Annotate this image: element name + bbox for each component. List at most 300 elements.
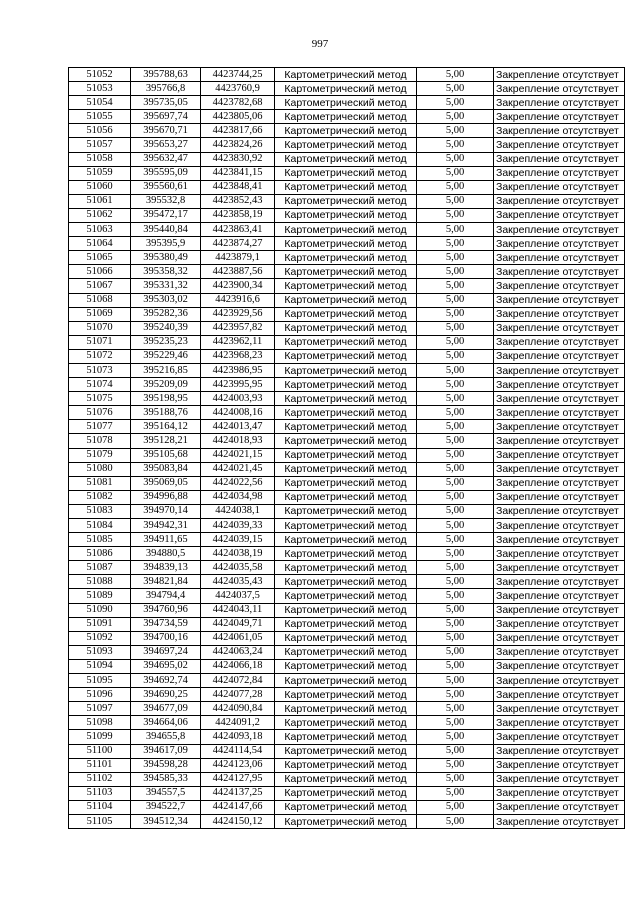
y-coordinate-cell: 4423830,92 xyxy=(201,152,275,166)
error-cell: 5,00 xyxy=(417,82,494,96)
y-coordinate-cell: 4424034,98 xyxy=(201,490,275,504)
fixation-cell: Закрепление отсутствует xyxy=(494,251,625,265)
y-coordinate-cell: 4423929,56 xyxy=(201,307,275,321)
method-cell: Картометрический метод xyxy=(275,490,417,504)
error-cell: 5,00 xyxy=(417,589,494,603)
error-cell: 5,00 xyxy=(417,772,494,786)
y-coordinate-cell: 4424022,56 xyxy=(201,476,275,490)
y-coordinate-cell: 4424038,19 xyxy=(201,547,275,561)
y-coordinate-cell: 4423817,66 xyxy=(201,124,275,138)
fixation-cell: Закрепление отсутствует xyxy=(494,547,625,561)
x-coordinate-cell: 394557,5 xyxy=(131,786,201,800)
error-cell: 5,00 xyxy=(417,814,494,828)
fixation-cell: Закрепление отсутствует xyxy=(494,194,625,208)
point-number-cell: 51079 xyxy=(69,448,131,462)
x-coordinate-cell: 395735,05 xyxy=(131,96,201,110)
table-row xyxy=(69,659,625,673)
point-number-cell: 51059 xyxy=(69,166,131,180)
x-coordinate-cell: 394839,13 xyxy=(131,561,201,575)
fixation-cell: Закрепление отсутствует xyxy=(494,96,625,110)
x-coordinate-cell: 394911,65 xyxy=(131,533,201,547)
method-cell: Картометрический метод xyxy=(275,519,417,533)
x-coordinate-cell: 394655,8 xyxy=(131,730,201,744)
x-coordinate-cell: 395229,46 xyxy=(131,349,201,363)
fixation-cell: Закрепление отсутствует xyxy=(494,688,625,702)
y-coordinate-cell: 4424049,71 xyxy=(201,617,275,631)
table-row xyxy=(69,561,625,575)
x-coordinate-cell: 395282,36 xyxy=(131,307,201,321)
method-cell: Картометрический метод xyxy=(275,406,417,420)
fixation-cell: Закрепление отсутствует xyxy=(494,448,625,462)
x-coordinate-cell: 395532,8 xyxy=(131,194,201,208)
table-row xyxy=(69,730,625,744)
method-cell: Картометрический метод xyxy=(275,82,417,96)
method-cell: Картометрический метод xyxy=(275,124,417,138)
table-row xyxy=(69,504,625,518)
point-number-cell: 51055 xyxy=(69,110,131,124)
y-coordinate-cell: 4424150,12 xyxy=(201,814,275,828)
error-cell: 5,00 xyxy=(417,448,494,462)
error-cell: 5,00 xyxy=(417,561,494,575)
point-number-cell: 51104 xyxy=(69,800,131,814)
point-number-cell: 51092 xyxy=(69,631,131,645)
table-row xyxy=(69,194,625,208)
table-row xyxy=(69,490,625,504)
x-coordinate-cell: 394617,09 xyxy=(131,744,201,758)
fixation-cell: Закрепление отсутствует xyxy=(494,631,625,645)
error-cell: 5,00 xyxy=(417,293,494,307)
method-cell: Картометрический метод xyxy=(275,307,417,321)
fixation-cell: Закрепление отсутствует xyxy=(494,476,625,490)
x-coordinate-cell: 394695,02 xyxy=(131,659,201,673)
y-coordinate-cell: 4423995,95 xyxy=(201,378,275,392)
method-cell: Картометрический метод xyxy=(275,321,417,335)
fixation-cell: Закрепление отсутствует xyxy=(494,800,625,814)
error-cell: 5,00 xyxy=(417,575,494,589)
point-number-cell: 51070 xyxy=(69,321,131,335)
x-coordinate-cell: 394697,24 xyxy=(131,645,201,659)
table-row xyxy=(69,96,625,110)
fixation-cell: Закрепление отсутствует xyxy=(494,561,625,575)
fixation-cell: Закрепление отсутствует xyxy=(494,124,625,138)
point-number-cell: 51094 xyxy=(69,659,131,673)
table-row xyxy=(69,645,625,659)
y-coordinate-cell: 4423986,95 xyxy=(201,363,275,377)
fixation-cell: Закрепление отсутствует xyxy=(494,575,625,589)
point-number-cell: 51090 xyxy=(69,603,131,617)
y-coordinate-cell: 4424013,47 xyxy=(201,420,275,434)
error-cell: 5,00 xyxy=(417,363,494,377)
error-cell: 5,00 xyxy=(417,434,494,448)
y-coordinate-cell: 4423805,06 xyxy=(201,110,275,124)
error-cell: 5,00 xyxy=(417,716,494,730)
y-coordinate-cell: 4423874,27 xyxy=(201,237,275,251)
table-row xyxy=(69,716,625,730)
point-number-cell: 51054 xyxy=(69,96,131,110)
method-cell: Картометрический метод xyxy=(275,462,417,476)
y-coordinate-cell: 4423962,11 xyxy=(201,335,275,349)
error-cell: 5,00 xyxy=(417,96,494,110)
fixation-cell: Закрепление отсутствует xyxy=(494,772,625,786)
fixation-cell: Закрепление отсутствует xyxy=(494,702,625,716)
error-cell: 5,00 xyxy=(417,265,494,279)
fixation-cell: Закрепление отсутствует xyxy=(494,68,625,82)
error-cell: 5,00 xyxy=(417,420,494,434)
y-coordinate-cell: 4424021,45 xyxy=(201,462,275,476)
y-coordinate-cell: 4424072,84 xyxy=(201,674,275,688)
point-number-cell: 51103 xyxy=(69,786,131,800)
method-cell: Картометрический метод xyxy=(275,702,417,716)
method-cell: Картометрический метод xyxy=(275,420,417,434)
error-cell: 5,00 xyxy=(417,307,494,321)
table-row xyxy=(69,152,625,166)
y-coordinate-cell: 4424003,93 xyxy=(201,392,275,406)
point-number-cell: 51069 xyxy=(69,307,131,321)
error-cell: 5,00 xyxy=(417,476,494,490)
table-row xyxy=(69,476,625,490)
fixation-cell: Закрепление отсутствует xyxy=(494,406,625,420)
method-cell: Картометрический метод xyxy=(275,533,417,547)
point-number-cell: 51081 xyxy=(69,476,131,490)
table-row xyxy=(69,758,625,772)
x-coordinate-cell: 394760,96 xyxy=(131,603,201,617)
point-number-cell: 51086 xyxy=(69,547,131,561)
table-row xyxy=(69,688,625,702)
y-coordinate-cell: 4424035,43 xyxy=(201,575,275,589)
table-row xyxy=(69,547,625,561)
x-coordinate-cell: 395395,9 xyxy=(131,237,201,251)
table-row xyxy=(69,617,625,631)
x-coordinate-cell: 394598,28 xyxy=(131,758,201,772)
x-coordinate-cell: 394522,7 xyxy=(131,800,201,814)
fixation-cell: Закрепление отсутствует xyxy=(494,307,625,321)
table-row xyxy=(69,744,625,758)
y-coordinate-cell: 4423744,25 xyxy=(201,68,275,82)
point-number-cell: 51082 xyxy=(69,490,131,504)
method-cell: Картометрический метод xyxy=(275,363,417,377)
fixation-cell: Закрепление отсутствует xyxy=(494,208,625,222)
table-row xyxy=(69,814,625,828)
x-coordinate-cell: 395595,09 xyxy=(131,166,201,180)
table-row xyxy=(69,223,625,237)
fixation-cell: Закрепление отсутствует xyxy=(494,349,625,363)
error-cell: 5,00 xyxy=(417,251,494,265)
point-number-cell: 51100 xyxy=(69,744,131,758)
x-coordinate-cell: 395083,84 xyxy=(131,462,201,476)
method-cell: Картометрический метод xyxy=(275,349,417,363)
table-row xyxy=(69,279,625,293)
x-coordinate-cell: 395303,02 xyxy=(131,293,201,307)
fixation-cell: Закрепление отсутствует xyxy=(494,392,625,406)
table-row xyxy=(69,378,625,392)
x-coordinate-cell: 395188,76 xyxy=(131,406,201,420)
x-coordinate-cell: 394692,74 xyxy=(131,674,201,688)
error-cell: 5,00 xyxy=(417,659,494,673)
error-cell: 5,00 xyxy=(417,674,494,688)
x-coordinate-cell: 395670,71 xyxy=(131,124,201,138)
y-coordinate-cell: 4424077,28 xyxy=(201,688,275,702)
x-coordinate-cell: 395358,32 xyxy=(131,265,201,279)
y-coordinate-cell: 4423863,41 xyxy=(201,223,275,237)
fixation-cell: Закрепление отсутствует xyxy=(494,603,625,617)
point-number-cell: 51062 xyxy=(69,208,131,222)
point-number-cell: 51089 xyxy=(69,589,131,603)
method-cell: Картометрический метод xyxy=(275,476,417,490)
y-coordinate-cell: 4423900,34 xyxy=(201,279,275,293)
y-coordinate-cell: 4424123,06 xyxy=(201,758,275,772)
table-row xyxy=(69,110,625,124)
table-row xyxy=(69,138,625,152)
fixation-cell: Закрепление отсутствует xyxy=(494,293,625,307)
method-cell: Картометрический метод xyxy=(275,265,417,279)
point-number-cell: 51102 xyxy=(69,772,131,786)
method-cell: Картометрический метод xyxy=(275,208,417,222)
table-row xyxy=(69,575,625,589)
method-cell: Картометрический метод xyxy=(275,716,417,730)
method-cell: Картометрический метод xyxy=(275,237,417,251)
fixation-cell: Закрепление отсутствует xyxy=(494,674,625,688)
y-coordinate-cell: 4424035,58 xyxy=(201,561,275,575)
fixation-cell: Закрепление отсутствует xyxy=(494,279,625,293)
method-cell: Картометрический метод xyxy=(275,674,417,688)
method-cell: Картометрический метод xyxy=(275,138,417,152)
point-number-cell: 51077 xyxy=(69,420,131,434)
fixation-cell: Закрепление отсутствует xyxy=(494,420,625,434)
fixation-cell: Закрепление отсутствует xyxy=(494,814,625,828)
fixation-cell: Закрепление отсутствует xyxy=(494,265,625,279)
method-cell: Картометрический метод xyxy=(275,194,417,208)
table-row xyxy=(69,363,625,377)
error-cell: 5,00 xyxy=(417,800,494,814)
page-number: 997 xyxy=(311,38,329,50)
error-cell: 5,00 xyxy=(417,603,494,617)
error-cell: 5,00 xyxy=(417,617,494,631)
table-row xyxy=(69,448,625,462)
x-coordinate-cell: 395632,47 xyxy=(131,152,201,166)
table-row xyxy=(69,434,625,448)
error-cell: 5,00 xyxy=(417,688,494,702)
method-cell: Картометрический метод xyxy=(275,504,417,518)
method-cell: Картометрический метод xyxy=(275,730,417,744)
method-cell: Картометрический метод xyxy=(275,152,417,166)
method-cell: Картометрический метод xyxy=(275,166,417,180)
table-row xyxy=(69,180,625,194)
y-coordinate-cell: 4424039,33 xyxy=(201,519,275,533)
y-coordinate-cell: 4423824,26 xyxy=(201,138,275,152)
fixation-cell: Закрепление отсутствует xyxy=(494,363,625,377)
error-cell: 5,00 xyxy=(417,406,494,420)
fixation-cell: Закрепление отсутствует xyxy=(494,730,625,744)
fixation-cell: Закрепление отсутствует xyxy=(494,519,625,533)
method-cell: Картометрический метод xyxy=(275,293,417,307)
fixation-cell: Закрепление отсутствует xyxy=(494,138,625,152)
y-coordinate-cell: 4424039,15 xyxy=(201,533,275,547)
method-cell: Картометрический метод xyxy=(275,335,417,349)
x-coordinate-cell: 394690,25 xyxy=(131,688,201,702)
y-coordinate-cell: 4424147,66 xyxy=(201,800,275,814)
error-cell: 5,00 xyxy=(417,279,494,293)
table-row xyxy=(69,786,625,800)
method-cell: Картометрический метод xyxy=(275,575,417,589)
table-row xyxy=(69,462,625,476)
table-row xyxy=(69,82,625,96)
fixation-cell: Закрепление отсутствует xyxy=(494,533,625,547)
x-coordinate-cell: 395069,05 xyxy=(131,476,201,490)
point-number-cell: 51096 xyxy=(69,688,131,702)
x-coordinate-cell: 395198,95 xyxy=(131,392,201,406)
y-coordinate-cell: 4424018,93 xyxy=(201,434,275,448)
error-cell: 5,00 xyxy=(417,152,494,166)
point-number-cell: 51084 xyxy=(69,519,131,533)
method-cell: Картометрический метод xyxy=(275,561,417,575)
point-number-cell: 51065 xyxy=(69,251,131,265)
table-row xyxy=(69,702,625,716)
method-cell: Картометрический метод xyxy=(275,110,417,124)
error-cell: 5,00 xyxy=(417,223,494,237)
error-cell: 5,00 xyxy=(417,180,494,194)
fixation-cell: Закрепление отсутствует xyxy=(494,589,625,603)
x-coordinate-cell: 395697,74 xyxy=(131,110,201,124)
y-coordinate-cell: 4424021,15 xyxy=(201,448,275,462)
method-cell: Картометрический метод xyxy=(275,645,417,659)
error-cell: 5,00 xyxy=(417,166,494,180)
y-coordinate-cell: 4424063,24 xyxy=(201,645,275,659)
point-number-cell: 51072 xyxy=(69,349,131,363)
method-cell: Картометрический метод xyxy=(275,392,417,406)
fixation-cell: Закрепление отсутствует xyxy=(494,152,625,166)
table-row xyxy=(69,166,625,180)
method-cell: Картометрический метод xyxy=(275,800,417,814)
method-cell: Картометрический метод xyxy=(275,617,417,631)
point-number-cell: 51088 xyxy=(69,575,131,589)
table-row xyxy=(69,420,625,434)
method-cell: Картометрический метод xyxy=(275,223,417,237)
table-row xyxy=(69,406,625,420)
error-cell: 5,00 xyxy=(417,194,494,208)
y-coordinate-cell: 4424061,05 xyxy=(201,631,275,645)
y-coordinate-cell: 4423879,1 xyxy=(201,251,275,265)
point-number-cell: 51099 xyxy=(69,730,131,744)
point-number-cell: 51073 xyxy=(69,363,131,377)
x-coordinate-cell: 394677,09 xyxy=(131,702,201,716)
y-coordinate-cell: 4423858,19 xyxy=(201,208,275,222)
method-cell: Картометрический метод xyxy=(275,603,417,617)
method-cell: Картометрический метод xyxy=(275,251,417,265)
method-cell: Картометрический метод xyxy=(275,744,417,758)
x-coordinate-cell: 395235,23 xyxy=(131,335,201,349)
error-cell: 5,00 xyxy=(417,462,494,476)
table-row xyxy=(69,237,625,251)
method-cell: Картометрический метод xyxy=(275,758,417,772)
fixation-cell: Закрепление отсутствует xyxy=(494,744,625,758)
x-coordinate-cell: 395380,49 xyxy=(131,251,201,265)
table-row xyxy=(69,392,625,406)
point-number-cell: 51061 xyxy=(69,194,131,208)
y-coordinate-cell: 4423957,82 xyxy=(201,321,275,335)
method-cell: Картометрический метод xyxy=(275,772,417,786)
fixation-cell: Закрепление отсутствует xyxy=(494,110,625,124)
x-coordinate-cell: 394970,14 xyxy=(131,504,201,518)
table-row xyxy=(69,533,625,547)
method-cell: Картометрический метод xyxy=(275,659,417,673)
method-cell: Картометрический метод xyxy=(275,547,417,561)
x-coordinate-cell: 394512,34 xyxy=(131,814,201,828)
error-cell: 5,00 xyxy=(417,349,494,363)
method-cell: Картометрический метод xyxy=(275,448,417,462)
method-cell: Картометрический метод xyxy=(275,279,417,293)
fixation-cell: Закрепление отсутствует xyxy=(494,645,625,659)
x-coordinate-cell: 395440,84 xyxy=(131,223,201,237)
point-number-cell: 51057 xyxy=(69,138,131,152)
point-number-cell: 51060 xyxy=(69,180,131,194)
table-row xyxy=(69,349,625,363)
point-number-cell: 51091 xyxy=(69,617,131,631)
y-coordinate-cell: 4424127,95 xyxy=(201,772,275,786)
x-coordinate-cell: 394734,59 xyxy=(131,617,201,631)
x-coordinate-cell: 394821,84 xyxy=(131,575,201,589)
x-coordinate-cell: 394585,33 xyxy=(131,772,201,786)
fixation-cell: Закрепление отсутствует xyxy=(494,758,625,772)
error-cell: 5,00 xyxy=(417,490,494,504)
table-row xyxy=(69,265,625,279)
fixation-cell: Закрепление отсутствует xyxy=(494,659,625,673)
point-number-cell: 51080 xyxy=(69,462,131,476)
method-cell: Картометрический метод xyxy=(275,378,417,392)
x-coordinate-cell: 395105,68 xyxy=(131,448,201,462)
error-cell: 5,00 xyxy=(417,786,494,800)
y-coordinate-cell: 4423782,68 xyxy=(201,96,275,110)
error-cell: 5,00 xyxy=(417,645,494,659)
error-cell: 5,00 xyxy=(417,730,494,744)
fixation-cell: Закрепление отсутствует xyxy=(494,223,625,237)
method-cell: Картометрический метод xyxy=(275,180,417,194)
table-row xyxy=(69,631,625,645)
point-number-cell: 51063 xyxy=(69,223,131,237)
table-row xyxy=(69,307,625,321)
point-number-cell: 51071 xyxy=(69,335,131,349)
method-cell: Картометрический метод xyxy=(275,786,417,800)
error-cell: 5,00 xyxy=(417,533,494,547)
method-cell: Картометрический метод xyxy=(275,814,417,828)
x-coordinate-cell: 394880,5 xyxy=(131,547,201,561)
point-number-cell: 51058 xyxy=(69,152,131,166)
error-cell: 5,00 xyxy=(417,519,494,533)
fixation-cell: Закрепление отсутствует xyxy=(494,335,625,349)
method-cell: Картометрический метод xyxy=(275,589,417,603)
table-row xyxy=(69,68,625,82)
x-coordinate-cell: 395560,61 xyxy=(131,180,201,194)
error-cell: 5,00 xyxy=(417,744,494,758)
error-cell: 5,00 xyxy=(417,631,494,645)
y-coordinate-cell: 4424093,18 xyxy=(201,730,275,744)
method-cell: Картометрический метод xyxy=(275,631,417,645)
x-coordinate-cell: 394664,06 xyxy=(131,716,201,730)
y-coordinate-cell: 4424008,16 xyxy=(201,406,275,420)
error-cell: 5,00 xyxy=(417,110,494,124)
y-coordinate-cell: 4424038,1 xyxy=(201,504,275,518)
error-cell: 5,00 xyxy=(417,758,494,772)
error-cell: 5,00 xyxy=(417,504,494,518)
error-cell: 5,00 xyxy=(417,321,494,335)
table-body xyxy=(69,68,625,829)
method-cell: Картометрический метод xyxy=(275,68,417,82)
point-number-cell: 51098 xyxy=(69,716,131,730)
y-coordinate-cell: 4423887,56 xyxy=(201,265,275,279)
fixation-cell: Закрепление отсутствует xyxy=(494,490,625,504)
y-coordinate-cell: 4424114,54 xyxy=(201,744,275,758)
error-cell: 5,00 xyxy=(417,124,494,138)
point-number-cell: 51095 xyxy=(69,674,131,688)
